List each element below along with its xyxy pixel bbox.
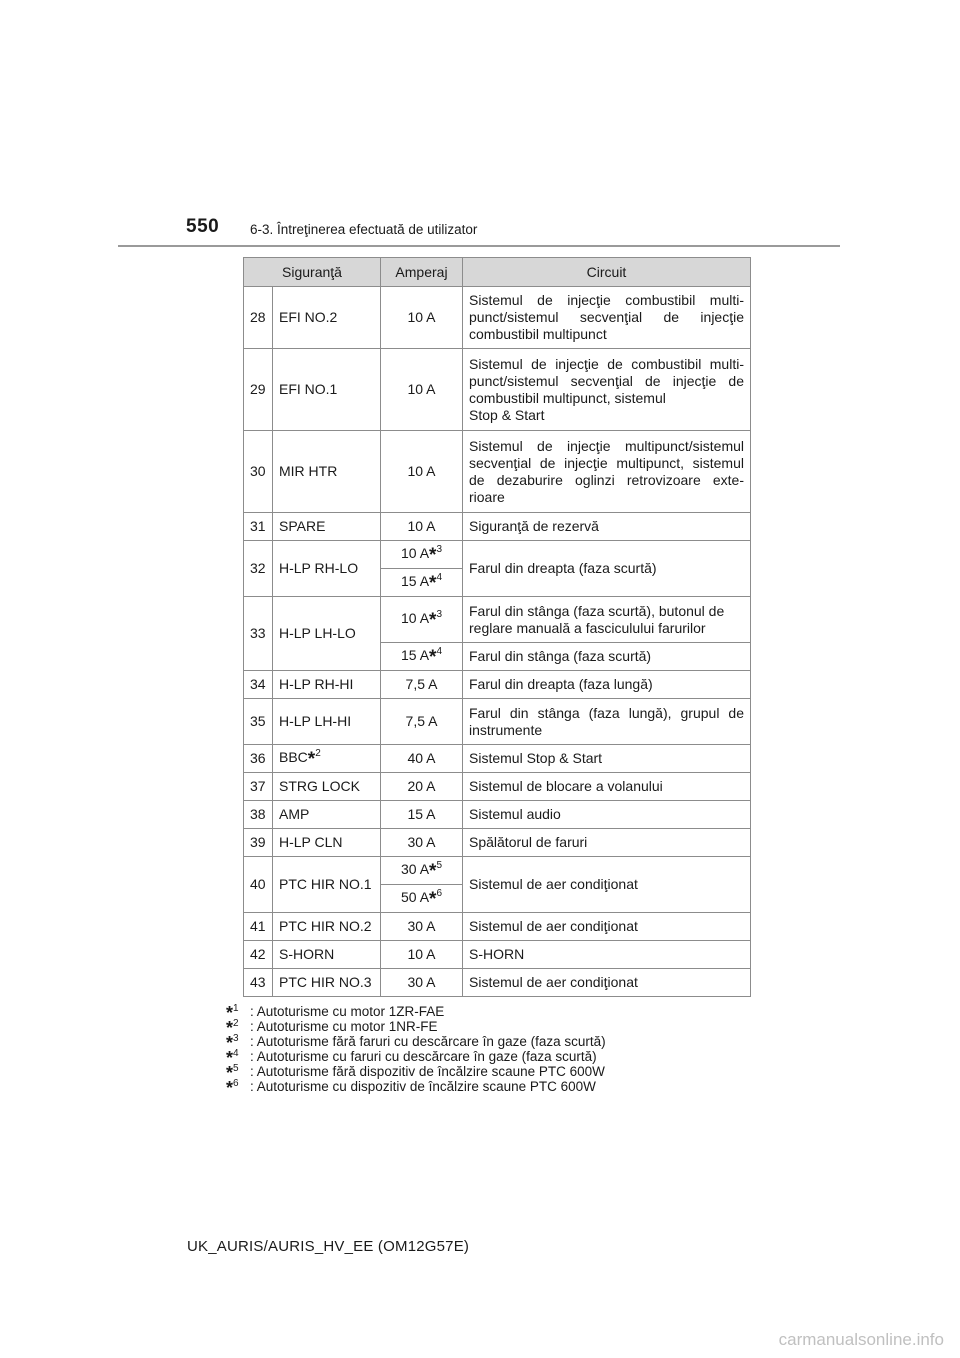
fuse-circuit: Farul din stânga (faza lungă), grupul de instrumente [463, 699, 751, 745]
fuse-amperage [381, 885, 463, 913]
asterisk-mark: * [429, 889, 437, 910]
table-row [244, 913, 751, 941]
asterisk-mark: * [226, 1063, 234, 1083]
footnote-ref: 6 [436, 888, 442, 899]
fuse-number: 39 [244, 829, 273, 857]
table-row [244, 699, 751, 745]
fuse-name: EFI NO.2 [273, 287, 381, 349]
fuse-amperage: 20 A [381, 773, 463, 801]
fuse-amperage: 7,5 A [381, 671, 463, 699]
fuse-circuit: Spălătorul de faruri [463, 829, 751, 857]
fuse-name: H-LP RH-HI [273, 671, 381, 699]
footnote [226, 1063, 606, 1083]
fuse-circuit [463, 349, 751, 431]
fuse-circuit: Sistemul Stop & Start [463, 745, 751, 773]
fuse-amperage: 10 A [381, 287, 463, 349]
footnote [226, 1003, 606, 1023]
fuse-circuit: Sistemul de aer condiţionat [463, 969, 751, 997]
fuse-amperage: 40 A [381, 745, 463, 773]
table-row [244, 969, 751, 997]
footnote-number: 3 [233, 1033, 239, 1044]
asterisk-mark: * [226, 1048, 234, 1068]
footnote [226, 1078, 606, 1098]
fuse-number: 36 [244, 745, 273, 773]
fuse-name-text: BBC [279, 749, 308, 765]
column-header-amperage: Amperaj [381, 258, 463, 287]
fuse-name: EFI NO.1 [273, 349, 381, 431]
amperage-value: 10 A [401, 545, 430, 561]
column-header-circuit: Circuit [463, 258, 751, 287]
fuse-number: 31 [244, 513, 273, 541]
footnote-ref: 2 [315, 748, 321, 759]
footnote-ref: 4 [436, 572, 442, 583]
fuse-name: PTC HIR NO.2 [273, 913, 381, 941]
footnote-text: : Autoturisme fără dispozitiv de încălzire scaune PTC 600W [250, 1064, 605, 1079]
footnote [226, 1018, 606, 1038]
fuse-amperage: 10 A [381, 941, 463, 969]
section-title: 6-3. Întreţinerea efectuată de utilizator [250, 222, 478, 237]
footnote-ref: 5 [436, 860, 442, 871]
asterisk-mark: * [429, 545, 437, 566]
table-row [244, 597, 751, 643]
fuse-circuit: Farul din dreapta (faza lungă) [463, 671, 751, 699]
fuse-circuit: Sistemul de aer condiţionat [463, 857, 751, 913]
fuse-amperage: 30 A [381, 829, 463, 857]
asterisk-mark: * [226, 1078, 234, 1098]
fuse-amperage: 7,5 A [381, 699, 463, 745]
fuse-circuit: Farul din stânga (faza scurtă) [463, 643, 751, 671]
document-code: UK_AURIS/AURIS_HV_EE (OM12G57E) [187, 1238, 470, 1255]
fuse-circuit: Sistemul de blocare a volanului [463, 773, 751, 801]
fuse-name: STRG LOCK [273, 773, 381, 801]
circuit-text-line2: Stop & Start [469, 406, 545, 423]
fuse-circuit: Siguranţă de rezervă [463, 513, 751, 541]
fuse-amperage: 30 A [381, 913, 463, 941]
fuse-name: H-LP LH-HI [273, 699, 381, 745]
amperage-value: 15 A [401, 647, 430, 663]
header-divider [118, 245, 840, 247]
table-row [244, 431, 751, 513]
asterisk-mark: * [226, 1018, 234, 1038]
fuse-circuit: Sistemul de injecţie combustibil multi-punct/sistemul secvenţial de injecţie combustibil multipunct [463, 287, 751, 349]
watermark: carmanualsonline.info [778, 1330, 944, 1349]
table-row [244, 287, 751, 349]
footnotes [226, 1003, 606, 1098]
footnote-number: 6 [233, 1078, 239, 1089]
fuse-circuit: Sistemul de aer condiţionat [463, 913, 751, 941]
asterisk-mark: * [226, 1003, 234, 1023]
footnote-mark [226, 1079, 239, 1096]
fuse-number: 30 [244, 431, 273, 513]
table-row [244, 801, 751, 829]
fuse-number: 37 [244, 773, 273, 801]
fuse-name: H-LP LH-LO [273, 597, 381, 671]
footnote-ref: 3 [436, 544, 442, 555]
fuse-circuit: Sistemul audio [463, 801, 751, 829]
table-row [244, 541, 751, 569]
asterisk-mark: * [429, 610, 437, 631]
fuse-name: MIR HTR [273, 431, 381, 513]
table-row [244, 513, 751, 541]
amperage-value: 50 A [401, 889, 430, 905]
circuit-text: Sistemul de injecţie de combustibil multi-punct/sistemul secvenţial de injecţie de combustibil multipunct, sistemul [469, 355, 744, 406]
fuse-name: H-LP CLN [273, 829, 381, 857]
fuse-circuit: S-HORN [463, 941, 751, 969]
table-row [244, 745, 751, 773]
table-row [244, 349, 751, 431]
fuse-amperage: 15 A [381, 801, 463, 829]
fuse-circuit: Farul din stânga (faza scurtă), butonul de reglare manuală a fasciculului farurilor [463, 597, 751, 643]
footnote-number: 5 [233, 1063, 239, 1074]
fuse-number: 35 [244, 699, 273, 745]
asterisk-mark: * [429, 573, 437, 594]
footnote-number: 1 [233, 1003, 239, 1014]
fuse-name: SPARE [273, 513, 381, 541]
fuse-number: 34 [244, 671, 273, 699]
footnote-text: : Autoturisme cu motor 1ZR-FAE [250, 1004, 445, 1019]
fuse-name: PTC HIR NO.1 [273, 857, 381, 913]
fuse-table [243, 257, 751, 997]
fuse-number: 28 [244, 287, 273, 349]
table-row [244, 773, 751, 801]
table-row [244, 941, 751, 969]
footnote-number: 4 [233, 1048, 239, 1059]
asterisk-mark: * [307, 749, 316, 770]
table-header-row [244, 258, 751, 287]
page-number: 550 [186, 216, 220, 237]
asterisk-mark: * [429, 861, 437, 882]
fuse-number: 41 [244, 913, 273, 941]
fuse-name: S-HORN [273, 941, 381, 969]
fuse-number: 43 [244, 969, 273, 997]
fuse-amperage [381, 569, 463, 597]
footnote-text: : Autoturisme cu motor 1NR-FE [250, 1019, 438, 1034]
fuse-amperage [381, 541, 463, 569]
footnote-text: : Autoturisme cu dispozitiv de încălzire scaune PTC 600W [250, 1079, 596, 1094]
amperage-value: 15 A [401, 573, 430, 589]
fuse-number: 29 [244, 349, 273, 431]
fuse-amperage: 10 A [381, 349, 463, 431]
fuse-number: 32 [244, 541, 273, 597]
footnote [226, 1048, 606, 1068]
asterisk-mark: * [226, 1033, 234, 1053]
fuse-number: 38 [244, 801, 273, 829]
fuse-amperage: 10 A [381, 431, 463, 513]
fuse-name: H-LP RH-LO [273, 541, 381, 597]
footnote-text: : Autoturisme fără faruri cu descărcare în gaze (faza scurtă) [250, 1034, 606, 1049]
amperage-value: 10 A [401, 610, 430, 626]
fuse-amperage: 10 A [381, 513, 463, 541]
fuse-amperage [381, 597, 463, 643]
footnote-ref: 3 [436, 609, 442, 620]
footnote-number: 2 [233, 1018, 239, 1029]
column-header-fuse: Siguranţă [244, 258, 381, 287]
fuse-number: 40 [244, 857, 273, 913]
table-row [244, 857, 751, 885]
table-row [244, 829, 751, 857]
amperage-value: 30 A [401, 861, 430, 877]
footnote-text: : Autoturisme cu faruri cu descărcare în gaze (faza scurtă) [250, 1049, 597, 1064]
fuse-circuit: Sistemul de injecţie multipunct/sistemul secvenţial de injecţie multipunct, sistemul de dezaburire oglinzi retrovizoare exte-rioare [463, 431, 751, 513]
fuse-circuit: Farul din dreapta (faza scurtă) [463, 541, 751, 597]
table-row [244, 671, 751, 699]
asterisk-mark: * [429, 647, 437, 668]
fuse-amperage: 30 A [381, 969, 463, 997]
fuse-number: 33 [244, 597, 273, 671]
footnote [226, 1033, 606, 1053]
fuse-number: 42 [244, 941, 273, 969]
fuse-name: AMP [273, 801, 381, 829]
fuse-amperage [381, 857, 463, 885]
footnote-ref: 4 [436, 646, 442, 657]
fuse-name: PTC HIR NO.3 [273, 969, 381, 997]
fuse-amperage [381, 643, 463, 671]
fuse-name [273, 745, 381, 773]
